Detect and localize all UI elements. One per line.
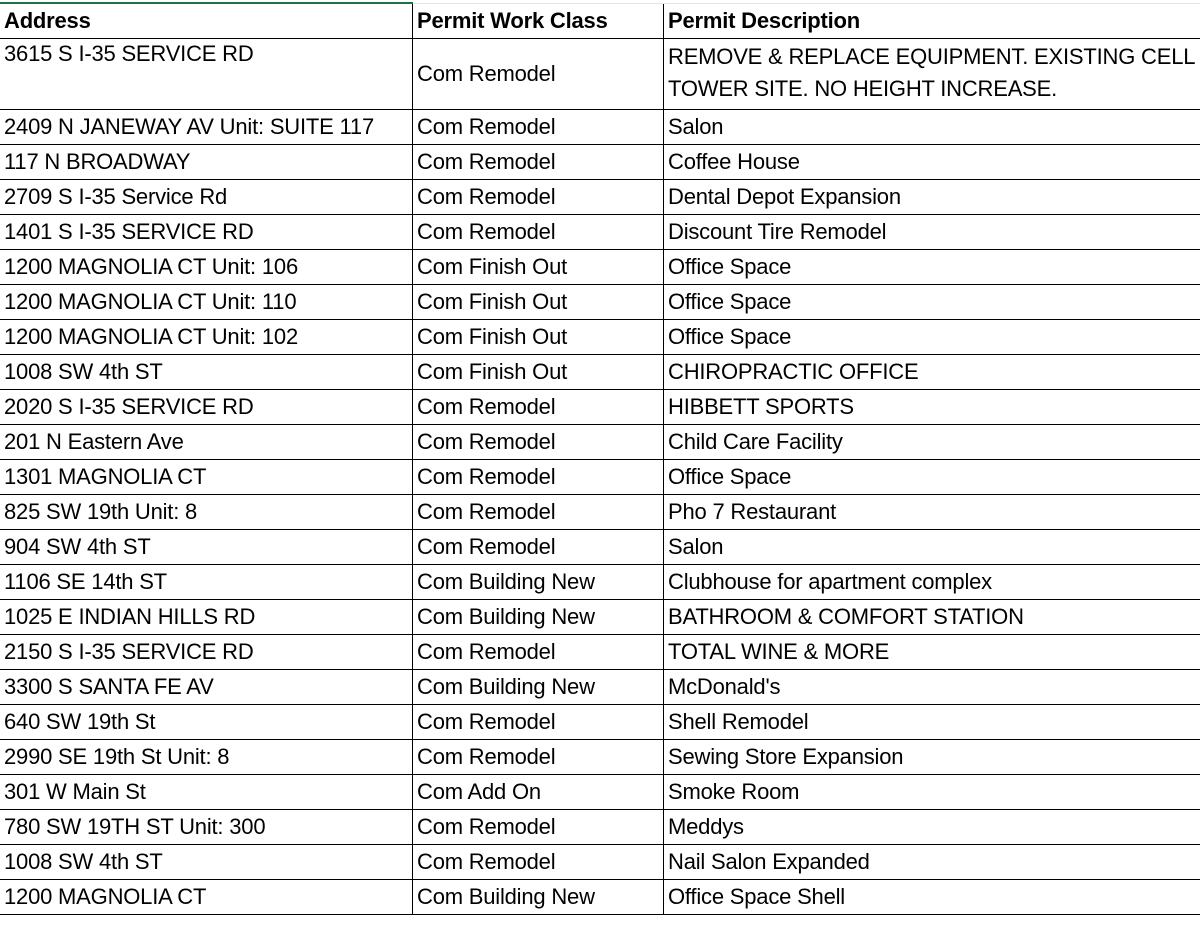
cell-description[interactable]: Salon	[664, 530, 1200, 565]
cell-address[interactable]: 117 N BROADWAY	[0, 145, 413, 180]
cell-address[interactable]: 780 SW 19TH ST Unit: 300	[0, 810, 413, 845]
table-row	[0, 285, 1200, 320]
cell-address[interactable]: 3300 S SANTA FE AV	[0, 670, 413, 705]
cell-description[interactable]: BATHROOM & COMFORT STATION	[664, 600, 1200, 635]
cell-description[interactable]: Pho 7 Restaurant	[664, 495, 1200, 530]
cell-address[interactable]: 1025 E INDIAN HILLS RD	[0, 600, 413, 635]
cell-work-class[interactable]: Com Remodel	[413, 215, 664, 250]
cell-address[interactable]: 2409 N JANEWAY AV Unit: SUITE 117	[0, 110, 413, 145]
cell-address[interactable]: 1200 MAGNOLIA CT Unit: 106	[0, 250, 413, 285]
cell-description[interactable]: CHIROPRACTIC OFFICE	[664, 355, 1200, 390]
cell-address[interactable]: 3615 S I-35 SERVICE RD	[0, 39, 413, 110]
cell-description[interactable]: Sewing Store Expansion	[664, 740, 1200, 775]
cell-description[interactable]: Shell Remodel	[664, 705, 1200, 740]
cell-work-class[interactable]: Com Remodel	[413, 635, 664, 670]
header-cell-work-class[interactable]: Permit Work Class	[413, 4, 664, 39]
table-row	[0, 565, 1200, 600]
table-row	[0, 845, 1200, 880]
table-row	[0, 39, 1200, 110]
cell-address[interactable]: 1301 MAGNOLIA CT	[0, 460, 413, 495]
cell-work-class[interactable]: Com Remodel	[413, 845, 664, 880]
cell-description[interactable]: TOTAL WINE & MORE	[664, 635, 1200, 670]
table-row	[0, 355, 1200, 390]
cell-address[interactable]: 2709 S I-35 Service Rd	[0, 180, 413, 215]
cell-work-class[interactable]: Com Remodel	[413, 740, 664, 775]
cell-description[interactable]: Dental Depot Expansion	[664, 180, 1200, 215]
cell-work-class[interactable]: Com Add On	[413, 775, 664, 810]
table-row	[0, 810, 1200, 845]
table-row	[0, 215, 1200, 250]
cell-work-class[interactable]: Com Remodel	[413, 390, 664, 425]
cell-description[interactable]: Clubhouse for apartment complex	[664, 565, 1200, 600]
cell-description[interactable]: REMOVE & REPLACE EQUIPMENT. EXISTING CELL TOWER SITE. NO HEIGHT INCREASE.	[664, 39, 1200, 110]
cell-work-class[interactable]: Com Remodel	[413, 110, 664, 145]
table-row	[0, 495, 1200, 530]
cell-description[interactable]: Office Space Shell	[664, 880, 1200, 915]
cell-description[interactable]: HIBBETT SPORTS	[664, 390, 1200, 425]
cell-work-class[interactable]: Com Remodel	[413, 810, 664, 845]
cell-address[interactable]: 1106 SE 14th ST	[0, 565, 413, 600]
table-row	[0, 705, 1200, 740]
table-row	[0, 530, 1200, 565]
cell-description[interactable]: Nail Salon Expanded	[664, 845, 1200, 880]
cell-work-class[interactable]: Com Finish Out	[413, 320, 664, 355]
table-row	[0, 320, 1200, 355]
cell-address[interactable]: 301 W Main St	[0, 775, 413, 810]
cell-address[interactable]: 2020 S I-35 SERVICE RD	[0, 390, 413, 425]
cell-work-class[interactable]: Com Remodel	[413, 145, 664, 180]
table-row	[0, 460, 1200, 495]
cell-work-class[interactable]: Com Building New	[413, 670, 664, 705]
table-row	[0, 110, 1200, 145]
cell-work-class[interactable]: Com Finish Out	[413, 285, 664, 320]
table-row	[0, 600, 1200, 635]
cell-address[interactable]: 2990 SE 19th St Unit: 8	[0, 740, 413, 775]
cell-description[interactable]: Office Space	[664, 285, 1200, 320]
cell-description[interactable]: Coffee House	[664, 145, 1200, 180]
cell-address[interactable]: 1008 SW 4th ST	[0, 355, 413, 390]
table-row	[0, 250, 1200, 285]
cell-address[interactable]: 2150 S I-35 SERVICE RD	[0, 635, 413, 670]
cell-work-class[interactable]: Com Remodel	[413, 705, 664, 740]
table-row	[0, 635, 1200, 670]
cell-address[interactable]: 1200 MAGNOLIA CT	[0, 880, 413, 915]
cell-address[interactable]: 201 N Eastern Ave	[0, 425, 413, 460]
cell-description[interactable]: Child Care Facility	[664, 425, 1200, 460]
cell-description[interactable]: Office Space	[664, 460, 1200, 495]
cell-work-class[interactable]: Com Remodel	[413, 495, 664, 530]
cell-address[interactable]: 904 SW 4th ST	[0, 530, 413, 565]
header-cell-address[interactable]: Address	[0, 4, 413, 39]
cell-description[interactable]: Office Space	[664, 250, 1200, 285]
table-row	[0, 425, 1200, 460]
table-row	[0, 775, 1200, 810]
table-row	[0, 880, 1200, 915]
cell-work-class[interactable]: Com Remodel	[413, 530, 664, 565]
cell-description[interactable]: Smoke Room	[664, 775, 1200, 810]
cell-work-class[interactable]: Com Finish Out	[413, 250, 664, 285]
table-row	[0, 740, 1200, 775]
cell-work-class[interactable]: Com Finish Out	[413, 355, 664, 390]
cell-address[interactable]: 825 SW 19th Unit: 8	[0, 495, 413, 530]
cell-work-class[interactable]: Com Building New	[413, 600, 664, 635]
table-row	[0, 390, 1200, 425]
cell-work-class[interactable]: Com Remodel	[413, 39, 664, 110]
cell-work-class[interactable]: Com Remodel	[413, 460, 664, 495]
cell-work-class[interactable]: Com Building New	[413, 880, 664, 915]
cell-work-class[interactable]: Com Building New	[413, 565, 664, 600]
table-row	[0, 670, 1200, 705]
table-row	[0, 180, 1200, 215]
cell-description[interactable]: Meddys	[664, 810, 1200, 845]
cell-work-class[interactable]: Com Remodel	[413, 180, 664, 215]
table-row	[0, 145, 1200, 180]
cell-address[interactable]: 640 SW 19th St	[0, 705, 413, 740]
cell-address[interactable]: 1200 MAGNOLIA CT Unit: 110	[0, 285, 413, 320]
cell-description[interactable]: Office Space	[664, 320, 1200, 355]
cell-address[interactable]: 1401 S I-35 SERVICE RD	[0, 215, 413, 250]
header-row	[0, 4, 1200, 39]
header-cell-description[interactable]: Permit Description	[664, 4, 1200, 39]
cell-address[interactable]: 1008 SW 4th ST	[0, 845, 413, 880]
cell-work-class[interactable]: Com Remodel	[413, 425, 664, 460]
cell-address[interactable]: 1200 MAGNOLIA CT Unit: 102	[0, 320, 413, 355]
cell-description[interactable]: McDonald's	[664, 670, 1200, 705]
permit-table	[0, 4, 1200, 915]
cell-description[interactable]: Salon	[664, 110, 1200, 145]
cell-description[interactable]: Discount Tire Remodel	[664, 215, 1200, 250]
